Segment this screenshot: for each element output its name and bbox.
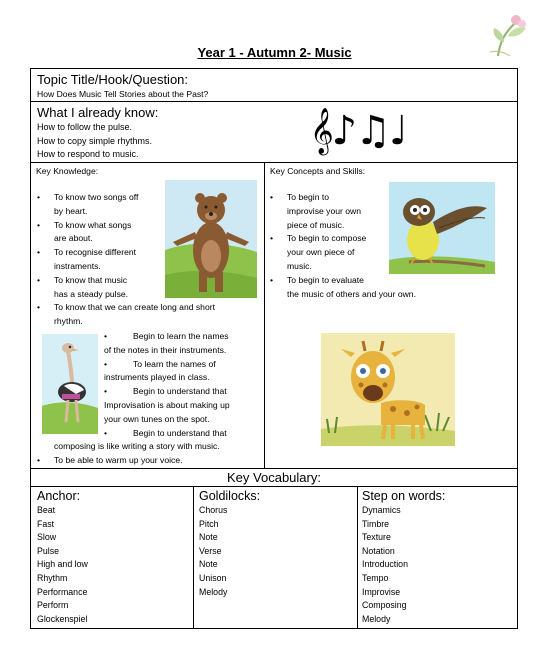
bullet-icon: • — [37, 247, 41, 258]
list-item: Note — [199, 559, 218, 570]
key-knowledge-list-a — [37, 191, 215, 329]
music-notes-icon: 𝄞♪♫♩ — [310, 108, 406, 154]
bullet-icon: • — [37, 455, 41, 465]
list-item: improvise your own — [287, 205, 362, 216]
list-item: Notation — [362, 545, 395, 556]
page-title: Year 1 - Autumn 2- Music — [197, 45, 352, 60]
bullet-icon: • — [270, 192, 274, 202]
bullet-icon: • — [104, 331, 108, 341]
list-item: Verse — [199, 545, 222, 556]
anchor-column — [37, 488, 88, 626]
list-item: Perform — [37, 600, 69, 611]
list-item: your own piece of — [287, 247, 355, 258]
key-knowledge-list-b — [104, 330, 262, 440]
list-item: • To be able to warm up your voice. — [54, 454, 183, 468]
list-item: • To begin to — [287, 191, 487, 205]
list-item: Unison — [199, 572, 227, 583]
list-item: • To know two songs off — [54, 191, 164, 205]
already-know-list — [37, 121, 152, 162]
list-item: piece of music. — [287, 219, 345, 230]
divider — [30, 468, 518, 469]
list-item: • To learn the names of — [104, 358, 216, 369]
bullet-icon: • — [104, 386, 108, 397]
list-item: your own tunes on the spot. — [104, 413, 210, 424]
list-item: Note — [199, 532, 218, 543]
topic-heading: Topic Title/Hook/Question: — [37, 72, 189, 87]
list-item: Pulse — [37, 545, 60, 556]
topic-question: How Does Music Tell Stories about the Past? — [37, 89, 209, 99]
goldilocks-heading: Goldilocks: — [199, 489, 261, 503]
list-item: Introduction — [362, 559, 408, 570]
list-item: • To know that music — [54, 274, 164, 288]
already-know-heading: What I already know: — [37, 105, 159, 120]
list-item: composing is like writing a story with music. — [54, 441, 220, 451]
list-item: • To know that we can create long and short — [54, 301, 164, 315]
list-item: rhythm. — [54, 316, 83, 327]
list-item: Fast — [37, 518, 55, 529]
list-item: music. — [287, 260, 312, 271]
list-item: Composing — [362, 600, 407, 611]
list-item: Pitch — [199, 518, 219, 529]
list-item: Rhythm — [37, 572, 68, 583]
list-item: • Begin to understand that — [104, 427, 227, 438]
list-item: Melody — [362, 613, 391, 624]
list-item: of the notes in their instruments. — [104, 344, 227, 355]
list-item: How to copy simple rhythms. — [37, 135, 153, 146]
school-logo-icon — [486, 12, 530, 60]
step-on-column — [362, 488, 445, 626]
list-item: has a steady pulse. — [54, 288, 129, 299]
list-item: • To begin to compose — [287, 232, 487, 246]
anchor-heading: Anchor: — [37, 489, 81, 503]
list-item: High and low — [37, 559, 88, 570]
bullet-icon: • — [37, 302, 41, 313]
list-item: Improvise — [362, 586, 401, 597]
divider — [30, 486, 518, 487]
list-item: the music of others and your own. — [287, 288, 416, 299]
list-item: Chorus — [199, 505, 228, 515]
bullet-icon: • — [37, 219, 41, 230]
list-item: Melody — [199, 586, 228, 597]
list-item: How to respond to music. — [37, 149, 139, 160]
bear-illustration — [165, 180, 257, 298]
divider — [264, 162, 265, 468]
list-item: • To know what songs — [54, 219, 164, 233]
list-item: Texture — [362, 532, 391, 543]
list-item: Improvisation is about making up — [104, 399, 230, 410]
divider — [357, 486, 358, 629]
key-concepts-heading: Key Concepts and Skills: — [270, 166, 366, 176]
list-item: Glockenspiel — [37, 613, 88, 624]
goldilocks-column — [199, 488, 260, 599]
list-item: Dynamics — [362, 505, 401, 515]
list-item: • Begin to learn the names — [104, 331, 229, 341]
divider — [30, 162, 518, 163]
bullet-icon: • — [270, 233, 274, 244]
list-item: Slow — [37, 532, 57, 543]
list-item: by heart. — [54, 205, 88, 216]
list-item: are about. — [54, 233, 93, 244]
list-item: Tempo — [362, 572, 389, 583]
bullet-icon: • — [37, 192, 41, 202]
list-item: Timbre — [362, 518, 390, 529]
list-item: Beat — [37, 505, 56, 515]
owl-illustration — [389, 182, 495, 274]
vocabulary-heading: Key Vocabulary: — [227, 470, 321, 485]
bullet-icon: • — [270, 274, 274, 285]
giraffe-illustration — [321, 333, 455, 446]
list-item: How to follow the pulse. — [37, 122, 133, 132]
step-on-heading: Step on words: — [362, 489, 446, 503]
bullet-icon: • — [37, 274, 41, 285]
ostrich-illustration — [42, 334, 98, 434]
bullet-icon: • — [104, 358, 108, 369]
key-knowledge-heading: Key Knowledge: — [36, 166, 99, 176]
list-item: instraments. — [54, 260, 101, 271]
bullet-icon: • — [104, 427, 108, 438]
list-item: • To recognise different — [54, 246, 164, 260]
list-item: • To begin to evaluate — [287, 274, 487, 288]
list-item: • Begin to understand that — [104, 386, 227, 397]
list-item: Performance — [37, 586, 88, 597]
divider — [193, 486, 194, 629]
list-item: instruments played in class. — [104, 372, 210, 383]
